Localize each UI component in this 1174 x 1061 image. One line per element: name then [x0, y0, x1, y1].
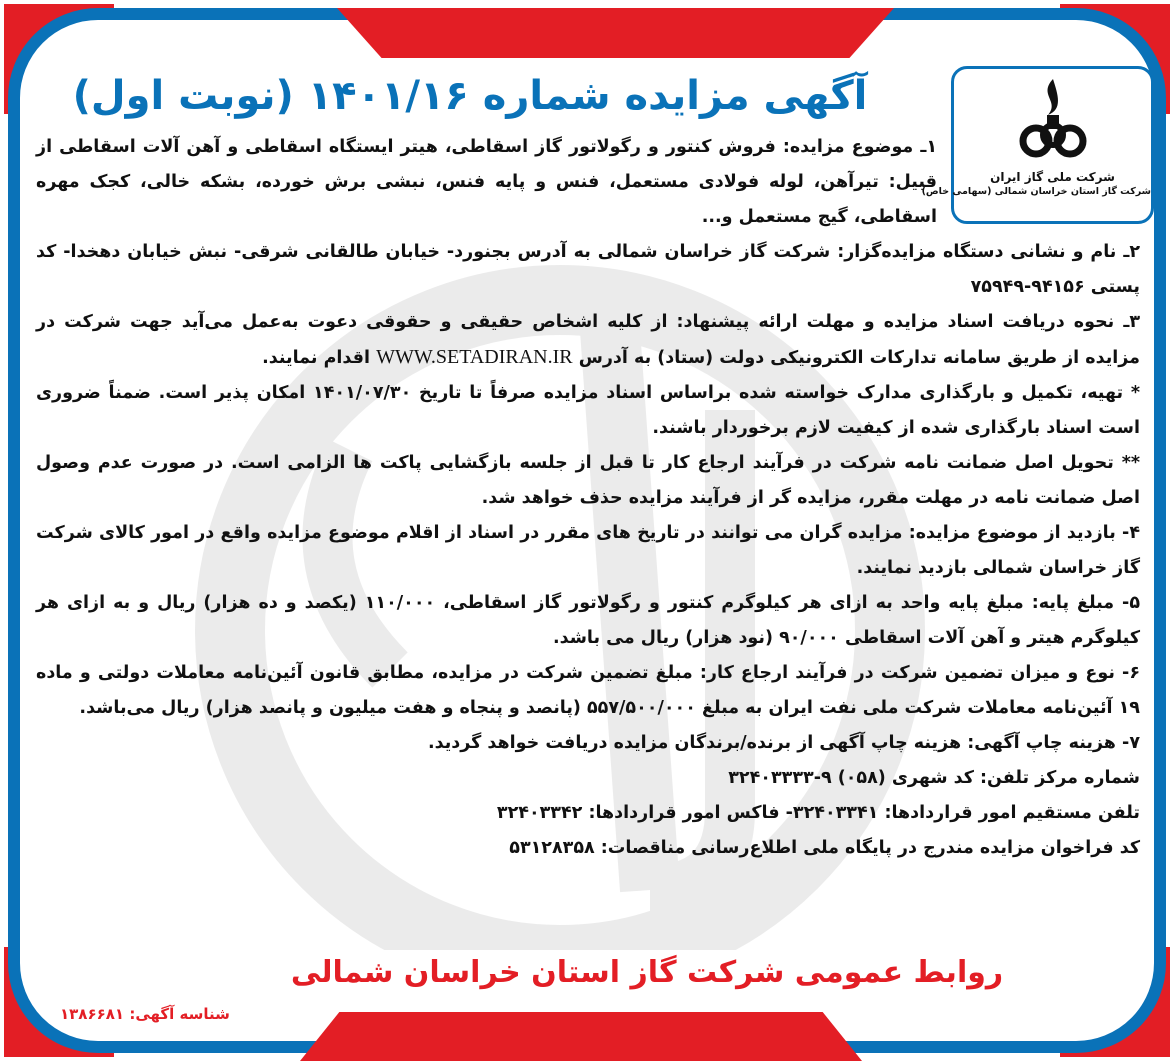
bottom-red-band	[300, 1012, 862, 1061]
item-5: ۵- مبلغ پایه: مبلغ پایه واحد به ازای هر کیلوگرم کنتور و رگولاتور گاز اسقاطی، ۱۱۰/۰۰۰ (یکصد و ده هزار) ریال و به ازای هر کیلوگرم هیتر و آهن آلات اسقاطی ۹۰/۰۰۰ (نود هزار) ریال می باشد.	[36, 593, 1141, 648]
ad-title: آگهی مزایده شماره ۱۴۰۱/۱۶ (نوبت اول)	[72, 73, 868, 119]
logo-text-company: شرکت گاز استان خراسان شمالی (سهامی خاص)	[921, 186, 1151, 197]
note-guarantee: ** تحویل اصل ضمانت نامه شرکت در فرآیند ارجاع کار تا قبل از جلسه بازگشایی پاکت ها الزامی است. در صورت عدم وصول اصل ضمانت نامه در مهلت مقرر، مزایده گر از فرآیند مزایده حذف خواهد شد.	[36, 453, 1140, 508]
ad-content	[36, 62, 1151, 866]
logo-text-nigc: شرکت ملی گاز ایران	[990, 170, 1115, 184]
footer-public-relations: روابط عمومی شرکت گاز استان خراسان شمالی	[290, 955, 1004, 990]
note-upload: * تهیه، تکمیل و بارگذاری مدارک خواسته شده براساس اسناد مزایده صرفاً تا تاریخ ۱۴۰۱/۰۷/۳۰ امکان پذیر است. ضمناً ضروری است اسناد بارگذاری شده از کیفیت لازم برخوردار باشند.	[36, 383, 1140, 438]
ad-id: شناسه آگهی: ۱۳۸۶۶۸۱	[60, 1005, 230, 1023]
item-4: ۴- بازدید از موضوع مزایده: مزایده گران می توانند در تاریخ های مقرر در اسناد از اقلام موضوع مزایده واقع در امور کالای شرکت گاز خراسان شمالی بازدید نمایند.	[36, 523, 1140, 578]
item-6: ۶- نوع و میزان تضمین شرکت در فرآیند ارجاع کار: مبلغ تضمین شرکت در مزایده، مطابق قانون آئین‌نامه معاملات دولتی و ماده ۱۹ آئین‌نامه معاملات شرکت ملی نفت ایران به مبلغ ۵۵۷/۵۰۰/۰۰۰ (پانصد و پنجاه و هفت میلیون و پانصد هزار) ریال می‌باشد.	[36, 663, 1140, 718]
item-3	[36, 305, 1140, 376]
item-7: ۷- هزینه چاپ آگهی: هزینه چاپ آگهی از برنده/برندگان مزایده دریافت خواهد گردید.	[427, 733, 1140, 753]
item-2: ۲ـ نام و نشانی دستگاه مزایده‌گزار: شرکت گاز خراسان شمالی به آدرس بجنورد- خیابان طالقانی شرقی- نبش خیابان دهخدا- کد پستی ۹۴۱۵۶-۷۵۹۴۹	[36, 242, 1140, 297]
item-1: ۱ـ موضوع مزایده: فروش کنتور و رگولاتور گاز اسقاطی، هیتر ایستگاه اسقاطی و آهن آلات اسقاطی از قبیل: تیرآهن، لوله فولادی مستعمل، فنس و پایه فنس، نبشی برش خورده، بشکه خالی، کجک مهره اسقاطی، گیج مستعمل و...	[36, 137, 937, 227]
phone-center: شماره مرکز تلفن: کد شهری (۰۵۸) ۹-۳۲۴۰۳۳۳۳	[728, 768, 1140, 788]
flame-logo-icon	[1008, 75, 1098, 165]
setad-url-link[interactable]: WWW.SETADIRAN.IR	[376, 346, 573, 368]
top-red-band	[337, 8, 894, 58]
tender-code: کد فراخوان مزایده مندرج در پایگاه ملی اطلاع‌رسانی مناقصات: ۵۳۱۲۸۳۵۸	[509, 838, 1140, 858]
ad-body	[36, 130, 1140, 866]
item-3-text: ۳ـ نحوه دریافت اسناد مزایده و مهلت ارائه پیشنهاد: از کلیه اشخاص حقیقی و حقوقی دعوت به‌عمل می‌آید جهت شرکت در مزایده از طریق سامانه تدارکات الکترونیکی دولت (ستاد) به آدرس	[36, 312, 1140, 368]
item-3-text-end: اقدام نمایند.	[262, 348, 370, 368]
phone-contracts: تلفن مستقیم امور قراردادها: ۳۲۴۰۳۳۴۱- فاکس امور قراردادها: ۳۲۴۰۳۳۴۲	[496, 803, 1140, 823]
company-logo	[921, 66, 1154, 224]
